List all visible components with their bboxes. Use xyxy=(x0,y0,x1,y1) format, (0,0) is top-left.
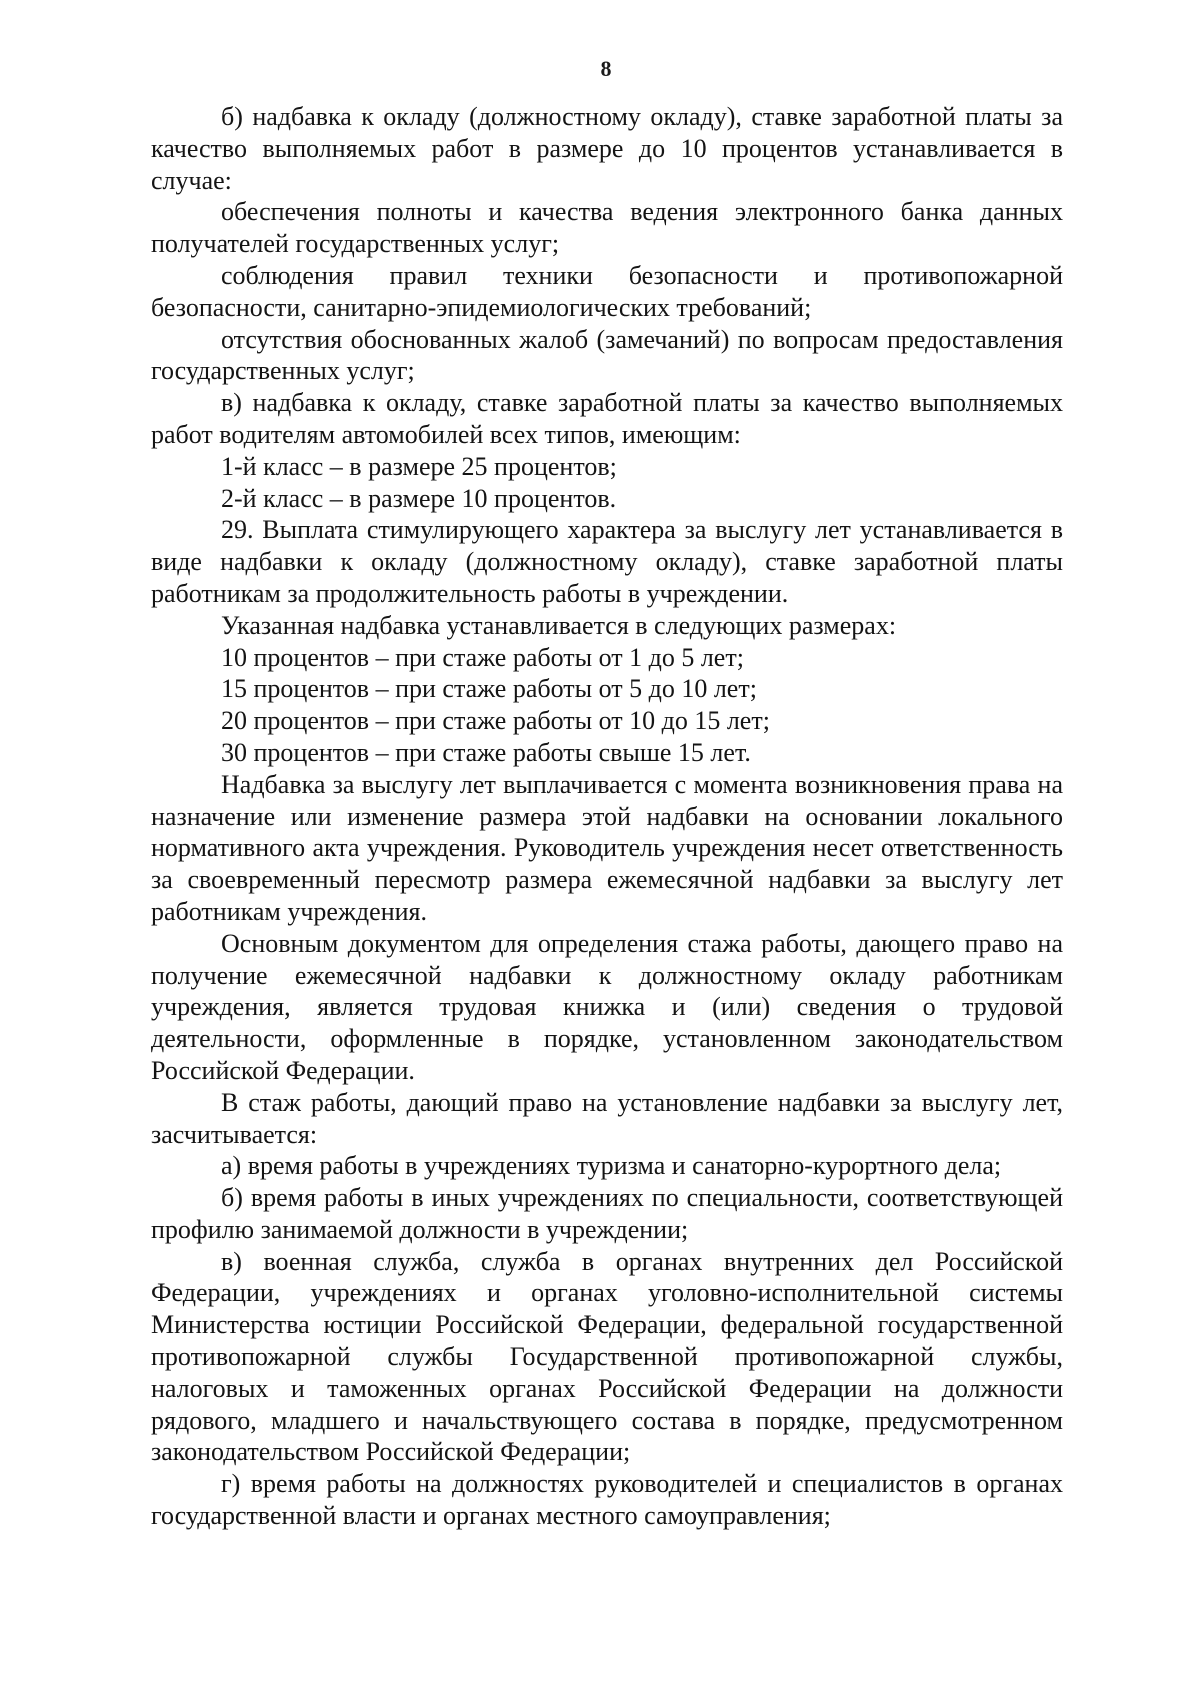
paragraph: обеспечения полноты и качества ведения электронного банка данных получателей государственных услуг; xyxy=(151,197,1063,259)
paragraph: соблюдения правил техники безопасности и противопожарной безопасности, санитарно-эпидемиологических требований; xyxy=(151,260,1063,322)
paragraph: Надбавка за выслугу лет выплачивается с момента возникновения права на назначение или изменение размера этой надбавки на основании локального нормативного акта учреждения. Руководитель учреждения несет ответственность за своевременный пересмотр размера ежемесячной надбавки за выслугу лет работникам учреждения. xyxy=(151,769,1063,926)
list-item: б) время работы в иных учреждениях по специальности, соответствующей профилю занимаемой должности в учреждении; xyxy=(151,1183,1063,1244)
paragraph: В стаж работы, дающий право на установление надбавки за выслугу лет, засчитывается: xyxy=(151,1087,1063,1149)
list-item: 10 процентов – при стаже работы от 1 до 5 лет; xyxy=(221,642,744,672)
section-paragraph-29: 29. Выплата стимулирующего характера за выслугу лет устанавливается в виде надбавки к окладу (должностному окладу), ставке заработной платы работникам за продолжительность работы в учреждении. xyxy=(151,515,1063,608)
list-item: в) военная служба, служба в органах внутренних дел Российской Федерации, учреждениях и органах уголовно-исполнительной системы Министерства юстиции Российской Федерации, федеральной государственной противопожарной службы Государственной противопожарной службы, налоговых и таможенных органах Российской Федерации на должности рядового, младшего и начальствующего состава в порядке, предусмотренном законодательством Российской Федерации; xyxy=(151,1246,1063,1467)
list-item: г) время работы на должностях руководителей и специалистов в органах государственной власти и органах местного самоуправления; xyxy=(151,1469,1063,1531)
paragraph: отсутствия обоснованных жалоб (замечаний) по вопросам предоставления государственных услуг; xyxy=(151,324,1063,386)
page-number: 8 xyxy=(600,56,612,81)
paragraph: Указанная надбавка устанавливается в следующих размерах: xyxy=(221,610,897,640)
paragraph: в) надбавка к окладу, ставке заработной платы за качество выполняемых работ водителям автомобилей всех типов, имеющим: xyxy=(151,388,1063,449)
list-item: 20 процентов – при стаже работы от 10 до 15 лет; xyxy=(221,706,770,736)
paragraph: б) надбавка к окладу (должностному окладу), ставке заработной платы за качество выполняемых работ в размере до 10 процентов устанавливается в случае: xyxy=(151,102,1063,195)
list-item: а) время работы в учреждениях туризма и санаторно-курортного дела; xyxy=(221,1151,1002,1181)
list-item: 15 процентов – при стаже работы от 5 до 10 лет; xyxy=(221,674,757,704)
document-body xyxy=(151,101,1063,1532)
paragraph: Основным документом для определения стажа работы, дающего право на получение ежемесячной надбавки к должностному окладу работникам учреждения, является трудовая книжка и (или) сведения о трудовой деятельности, оформленные в порядке, установленном законодательством Российской Федерации. xyxy=(151,928,1063,1085)
list-item: 2-й класс – в размере 10 процентов. xyxy=(221,483,617,513)
list-item: 30 процентов – при стаже работы свыше 15 лет. xyxy=(221,737,751,767)
list-item: 1-й класс – в размере 25 процентов; xyxy=(221,451,617,481)
